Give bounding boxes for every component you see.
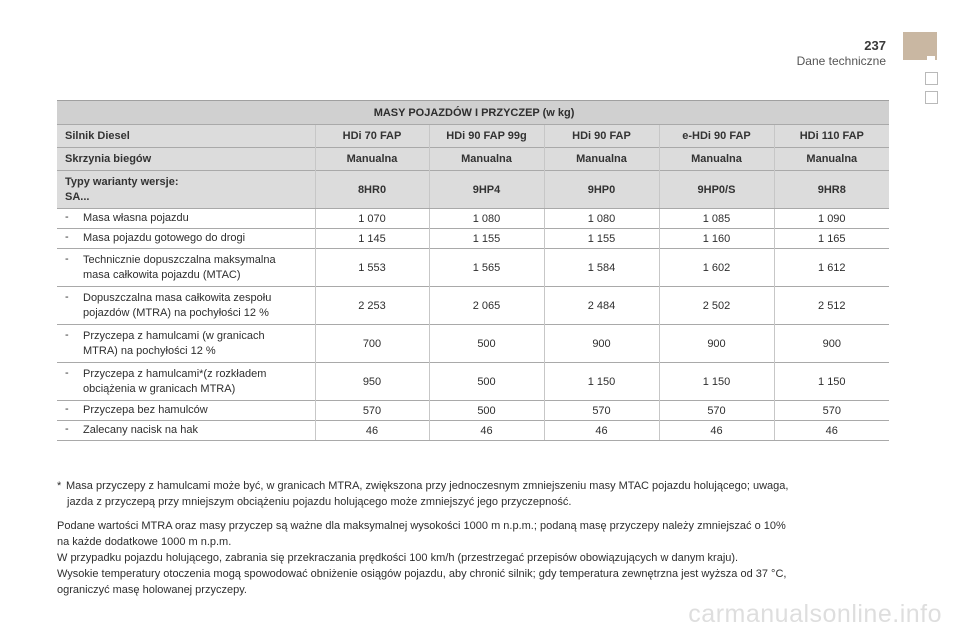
row-label-text bbox=[83, 423, 309, 438]
nav-square-icon bbox=[925, 91, 938, 104]
row-value: 500 bbox=[429, 325, 544, 363]
row-label-line: Przyczepa z hamulcami (w granicach bbox=[83, 329, 265, 342]
row-value: 500 bbox=[429, 401, 544, 421]
paragraph-line: W przypadku pojazdu holującego, zabrania się przekraczania prędkości 100 km/h (przestrzegać przepisów obowiązujących w danym kraju). bbox=[57, 552, 739, 564]
variant-value: 9HR8 bbox=[774, 171, 889, 209]
row-value: 1 090 bbox=[774, 209, 889, 229]
row-label-text bbox=[83, 403, 309, 418]
row-label-text bbox=[83, 367, 309, 397]
row-label-text bbox=[83, 291, 309, 321]
row-label-cell bbox=[57, 287, 315, 325]
footnote-line: Masa przyczepy z hamulcami może być, w granicach MTRA, zwiększona przy jednoczesnym zmniejszeniu masy MTAC pojazdu holującego; uwaga, bbox=[66, 480, 789, 492]
row-value: 1 085 bbox=[659, 209, 774, 229]
engine-value: HDi 90 FAP bbox=[544, 125, 659, 148]
row-label-line: pojazdów (MTRA) na pochyłości 12 % bbox=[83, 306, 269, 319]
table-title-row bbox=[57, 101, 889, 125]
paragraph-line: Wysokie temperatury otoczenia mogą spowodować obniżenie osiągów pojazdu, aby chronić silnik; gdy temperatura zewnętrzna jest wyższa od 37 °C, bbox=[57, 568, 787, 580]
row-value: 1 080 bbox=[544, 209, 659, 229]
row-value: 1 150 bbox=[659, 363, 774, 401]
row-label-line: Dopuszczalna masa całkowita zespołu bbox=[83, 291, 272, 304]
row-label-line: Zalecany nacisk na hak bbox=[83, 424, 198, 436]
row-value: 900 bbox=[544, 325, 659, 363]
row-value: 1 155 bbox=[544, 229, 659, 249]
row-value: 1 145 bbox=[315, 229, 429, 249]
row-value: 1 160 bbox=[659, 229, 774, 249]
row-value: 1 150 bbox=[544, 363, 659, 401]
gearbox-value: Manualna bbox=[544, 148, 659, 171]
engine-row bbox=[57, 125, 889, 148]
row-label bbox=[65, 211, 309, 226]
table-row bbox=[57, 325, 889, 363]
footnote-star: * bbox=[57, 480, 62, 492]
row-label bbox=[65, 403, 309, 418]
row-label-line: Masa pojazdu gotowego do drogi bbox=[83, 232, 246, 244]
row-value: 1 070 bbox=[315, 209, 429, 229]
variant-label-line: Typy warianty wersje: bbox=[65, 175, 179, 188]
table-title: MASY POJAZDÓW I PRZYCZEP (w kg) bbox=[57, 101, 889, 125]
variant-row bbox=[57, 171, 889, 209]
row-label-line: Masa własna pojazdu bbox=[83, 212, 189, 224]
row-value: 900 bbox=[774, 325, 889, 363]
engine-value: HDi 110 FAP bbox=[774, 125, 889, 148]
gearbox-row bbox=[57, 148, 889, 171]
variant-value: 9HP0 bbox=[544, 171, 659, 209]
row-label-cell bbox=[57, 421, 315, 441]
row-label-cell bbox=[57, 363, 315, 401]
row-label bbox=[65, 253, 309, 283]
table-row bbox=[57, 287, 889, 325]
row-label bbox=[65, 231, 309, 246]
row-value: 1 080 bbox=[429, 209, 544, 229]
row-label-cell bbox=[57, 209, 315, 229]
gearbox-value: Manualna bbox=[429, 148, 544, 171]
row-value: 950 bbox=[315, 363, 429, 401]
row-label-cell bbox=[57, 401, 315, 421]
row-label-text bbox=[83, 329, 309, 359]
paragraph-line: Podane wartości MTRA oraz masy przyczep są ważne dla maksymalnej wysokości 1000 m n.p.m.; podaną masę przyczepy należy zmniejszać o 10% bbox=[57, 520, 786, 532]
table-row bbox=[57, 363, 889, 401]
row-value: 2 502 bbox=[659, 287, 774, 325]
row-value: 2 484 bbox=[544, 287, 659, 325]
gearbox-label: Skrzynia biegów bbox=[57, 148, 315, 171]
row-value: 46 bbox=[659, 421, 774, 441]
row-value: 1 553 bbox=[315, 249, 429, 287]
row-value: 700 bbox=[315, 325, 429, 363]
row-label-cell bbox=[57, 229, 315, 249]
row-dash: - bbox=[65, 366, 69, 379]
tab-marker-dot bbox=[927, 56, 935, 64]
table-row bbox=[57, 249, 889, 287]
row-label-line: obciążenia w granicach MTRA) bbox=[83, 382, 236, 395]
paragraph-line: na każde dodatkowe 1000 m n.p.m. bbox=[57, 536, 232, 548]
footnote bbox=[57, 478, 889, 510]
row-label-cell bbox=[57, 325, 315, 363]
row-value: 2 253 bbox=[315, 287, 429, 325]
row-value: 570 bbox=[544, 401, 659, 421]
variant-label-line: SA... bbox=[65, 190, 90, 203]
row-dash: - bbox=[65, 252, 69, 265]
row-label-line: MTRA) na pochyłości 12 % bbox=[83, 344, 216, 357]
row-value: 46 bbox=[315, 421, 429, 441]
row-label-line: Przyczepa z hamulcami*(z rozkładem bbox=[83, 367, 267, 380]
row-label-text bbox=[83, 253, 309, 283]
section-title: Dane techniczne bbox=[796, 54, 886, 68]
row-value: 2 512 bbox=[774, 287, 889, 325]
row-value: 500 bbox=[429, 363, 544, 401]
nav-square-icon bbox=[925, 72, 938, 85]
info-paragraph bbox=[57, 518, 889, 598]
engine-label: Silnik Diesel bbox=[57, 125, 315, 148]
variant-label bbox=[57, 171, 315, 209]
row-dash: - bbox=[65, 423, 69, 435]
variant-value: 9HP0/S bbox=[659, 171, 774, 209]
row-value: 46 bbox=[774, 421, 889, 441]
watermark: carmanualsonline.info bbox=[688, 600, 942, 628]
row-label-cell bbox=[57, 249, 315, 287]
row-dash: - bbox=[65, 290, 69, 303]
row-value: 1 165 bbox=[774, 229, 889, 249]
row-value: 570 bbox=[774, 401, 889, 421]
row-label bbox=[65, 423, 309, 438]
row-value: 1 155 bbox=[429, 229, 544, 249]
gearbox-value: Manualna bbox=[774, 148, 889, 171]
engine-value: HDi 70 FAP bbox=[315, 125, 429, 148]
table-row bbox=[57, 401, 889, 421]
row-label bbox=[65, 367, 309, 397]
row-value: 46 bbox=[429, 421, 544, 441]
row-value: 1 602 bbox=[659, 249, 774, 287]
variant-value: 9HP4 bbox=[429, 171, 544, 209]
table-row bbox=[57, 229, 889, 249]
row-value: 46 bbox=[544, 421, 659, 441]
row-label-line: Technicznie dopuszczalna maksymalna bbox=[83, 253, 276, 266]
notes bbox=[57, 478, 889, 598]
variant-value: 8HR0 bbox=[315, 171, 429, 209]
row-label-line: Przyczepa bez hamulców bbox=[83, 404, 208, 416]
gearbox-value: Manualna bbox=[659, 148, 774, 171]
row-label bbox=[65, 291, 309, 321]
table-row bbox=[57, 209, 889, 229]
page-number: 237 bbox=[864, 38, 886, 53]
row-value: 1 565 bbox=[429, 249, 544, 287]
footnote-line: jazda z przyczepą przy mniejszym obciążeniu pojazdu holującego może zmniejszyć jego przyczepność. bbox=[67, 496, 572, 508]
row-value: 1 150 bbox=[774, 363, 889, 401]
row-dash: - bbox=[65, 328, 69, 341]
row-label-line: masa całkowita pojazdu (MTAC) bbox=[83, 268, 241, 281]
row-value: 900 bbox=[659, 325, 774, 363]
row-value: 1 584 bbox=[544, 249, 659, 287]
engine-value: HDi 90 FAP 99g bbox=[429, 125, 544, 148]
weights-table bbox=[57, 100, 889, 441]
row-dash: - bbox=[65, 231, 69, 243]
row-value: 1 612 bbox=[774, 249, 889, 287]
row-label-text bbox=[83, 231, 309, 246]
row-dash: - bbox=[65, 403, 69, 415]
table-row bbox=[57, 421, 889, 441]
gearbox-value: Manualna bbox=[315, 148, 429, 171]
paragraph-line: ograniczyć masę holowanej przyczepy. bbox=[57, 584, 247, 596]
row-value: 2 065 bbox=[429, 287, 544, 325]
engine-value: e-HDi 90 FAP bbox=[659, 125, 774, 148]
row-label bbox=[65, 329, 309, 359]
row-label-text bbox=[83, 211, 309, 226]
row-value: 570 bbox=[659, 401, 774, 421]
row-value: 570 bbox=[315, 401, 429, 421]
row-dash: - bbox=[65, 211, 69, 223]
